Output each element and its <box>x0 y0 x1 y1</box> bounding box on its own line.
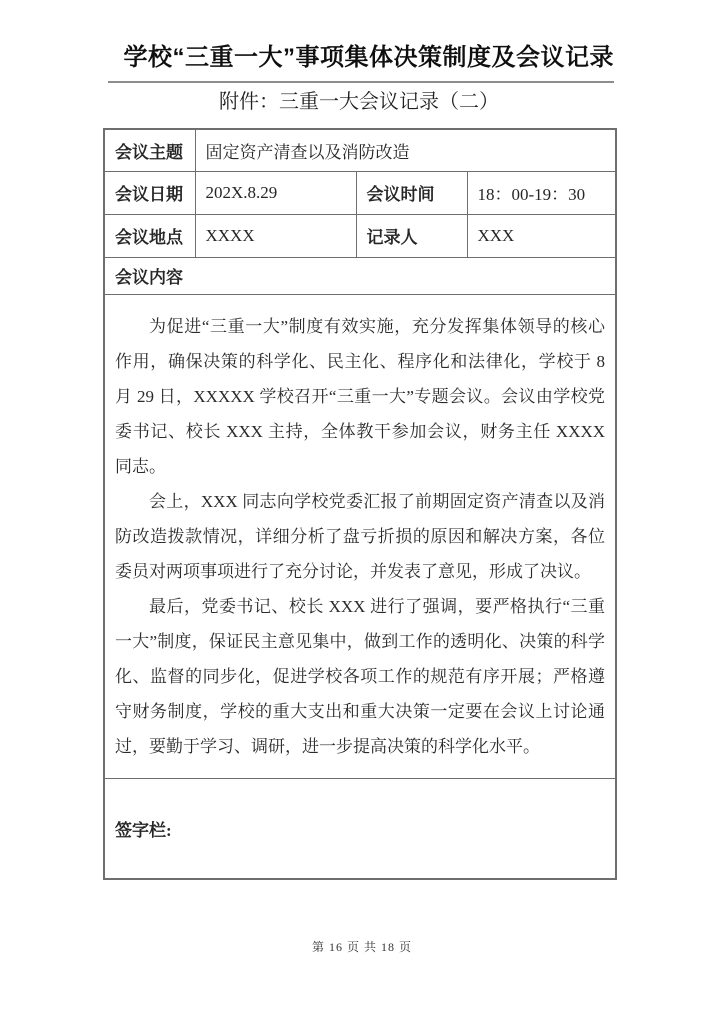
content-body-cell <box>104 294 616 778</box>
topic-value-cell: 固定资产清查以及消防改造 <box>195 129 616 171</box>
content-paragraph: 最后，党委书记、校长 XXX 进行了强调，要严格执行“三重一大”制度，保证民主意见集中，做到工作的透明化、决策的科学化、监督的同步化，促进学校各项工作的规范有序开展；严格遵守财务制度，学校的重大支出和重大决策一定要在会议上讨论通过，要勤于学习、调研，进一步提高决策的科学化水平。 <box>115 596 606 756</box>
table-row-signature <box>104 778 616 879</box>
table-row-topic <box>104 129 616 171</box>
recorder-value-cell: XXX <box>467 214 616 257</box>
table-row-location-recorder <box>104 214 616 257</box>
table-row-date-time <box>104 171 616 214</box>
time-label-cell: 会议时间 <box>356 171 467 214</box>
time-value-cell: 18：00-19：30 <box>467 171 616 214</box>
page-number-footer: 第 16 页 共 18 页 <box>311 940 412 954</box>
location-label-cell: 会议地点 <box>104 214 195 257</box>
recorder-label-cell: 记录人 <box>356 214 467 257</box>
content-header-cell: 会议内容 <box>104 257 616 294</box>
date-label-cell: 会议日期 <box>104 171 195 214</box>
table-row-content-body <box>104 294 616 778</box>
topic-label-cell: 会议主题 <box>104 129 195 171</box>
document-header-title: 学校“三重一大”事项集体决策制度及会议记录 <box>108 42 614 83</box>
content-paragraph: 为促进“三重一大”制度有效实施，充分发挥集体领导的核心作用，确保决策的科学化、民主化、程序化和法律化，学校于 8 月 29 日，XXXXX 学校召开“三重一大”专题会议。会议由学校党委书记、校长 XXX 主持，全体教干参加会议，财务主任 XXXX 同志。 <box>115 316 606 476</box>
signature-cell: 签字栏: <box>104 778 616 879</box>
location-value-cell: XXXX <box>195 214 356 257</box>
attachment-heading: 附件：三重一大会议记录（二） <box>219 91 499 113</box>
table-row-content-header <box>104 257 616 294</box>
meeting-record-table <box>103 128 617 880</box>
date-value-cell: 202X.8.29 <box>195 171 356 214</box>
content-paragraph: 会上，XXX 同志向学校党委汇报了前期固定资产清查以及消防改造拨款情况，详细分析了盘亏折损的原因和解决方案，各位委员对两项事项进行了充分讨论，并发表了意见，形成了决议。 <box>115 491 606 581</box>
